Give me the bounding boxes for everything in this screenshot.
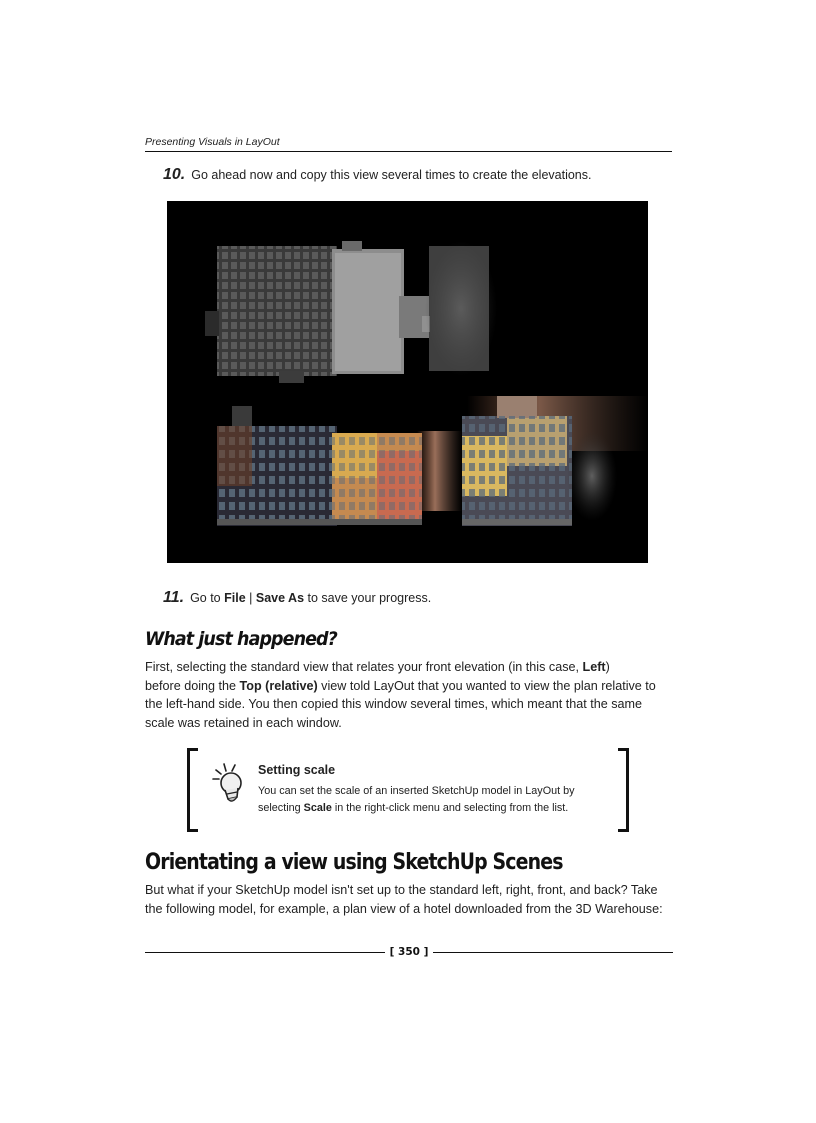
what-just-happened-paragraph: First, selecting the standard view that relates your front elevation (in this case, Left) before doing the Top (relative) view told LayOut that you wanted to view the plan relative to the left-hand side. You then copied this window several times, which meant that the same scale was retained in each window. [145, 660, 656, 730]
left-bracket [187, 748, 198, 832]
layout-elevations-figure [167, 201, 648, 563]
tip-title: Setting scale [258, 763, 336, 777]
step-text-before: Go to [190, 591, 225, 605]
footer-rule-right [433, 952, 673, 953]
step-10 [163, 166, 591, 184]
bold-scale: Scale [303, 801, 332, 814]
elevations-illustration [167, 201, 648, 563]
orientating-heading: Orientating a view using SketchUp Scenes [145, 850, 563, 875]
tip-box [187, 748, 629, 828]
bold-top-relative: Top (relative) [239, 678, 318, 693]
menu-save-as: Save As [255, 591, 305, 605]
running-header: Presenting Visuals in LayOut [145, 136, 672, 152]
orientating-paragraph: But what if your SketchUp model isn't set up to the standard left, right, front, and back? Take the following model, for example, a plan view of a hotel downloaded from the 3D Warehouse: [145, 883, 663, 916]
menu-file: File [224, 591, 246, 605]
footer-rule-left [145, 952, 385, 953]
page-footer [145, 944, 673, 960]
page-number: [ 350 ] [389, 946, 429, 958]
lightbulb-icon [211, 762, 247, 808]
step-number: 11. [163, 589, 185, 606]
menu-separator: | [245, 591, 256, 605]
step-text-after: to save your progress. [304, 591, 432, 605]
step-11 [163, 589, 431, 607]
right-bracket [618, 748, 629, 832]
plan-view [205, 241, 497, 383]
step-number: 10. [163, 166, 186, 183]
what-just-happened-heading: What just happened? [145, 628, 337, 650]
tip-text: You can set the scale of an inserted SketchUp model in LayOut by selecting Scale in the right-click menu and selecting from the list. [258, 785, 575, 814]
bold-left: Left [582, 660, 606, 674]
step-text: Go ahead now and copy this view several times to create the elevations. [191, 168, 592, 182]
